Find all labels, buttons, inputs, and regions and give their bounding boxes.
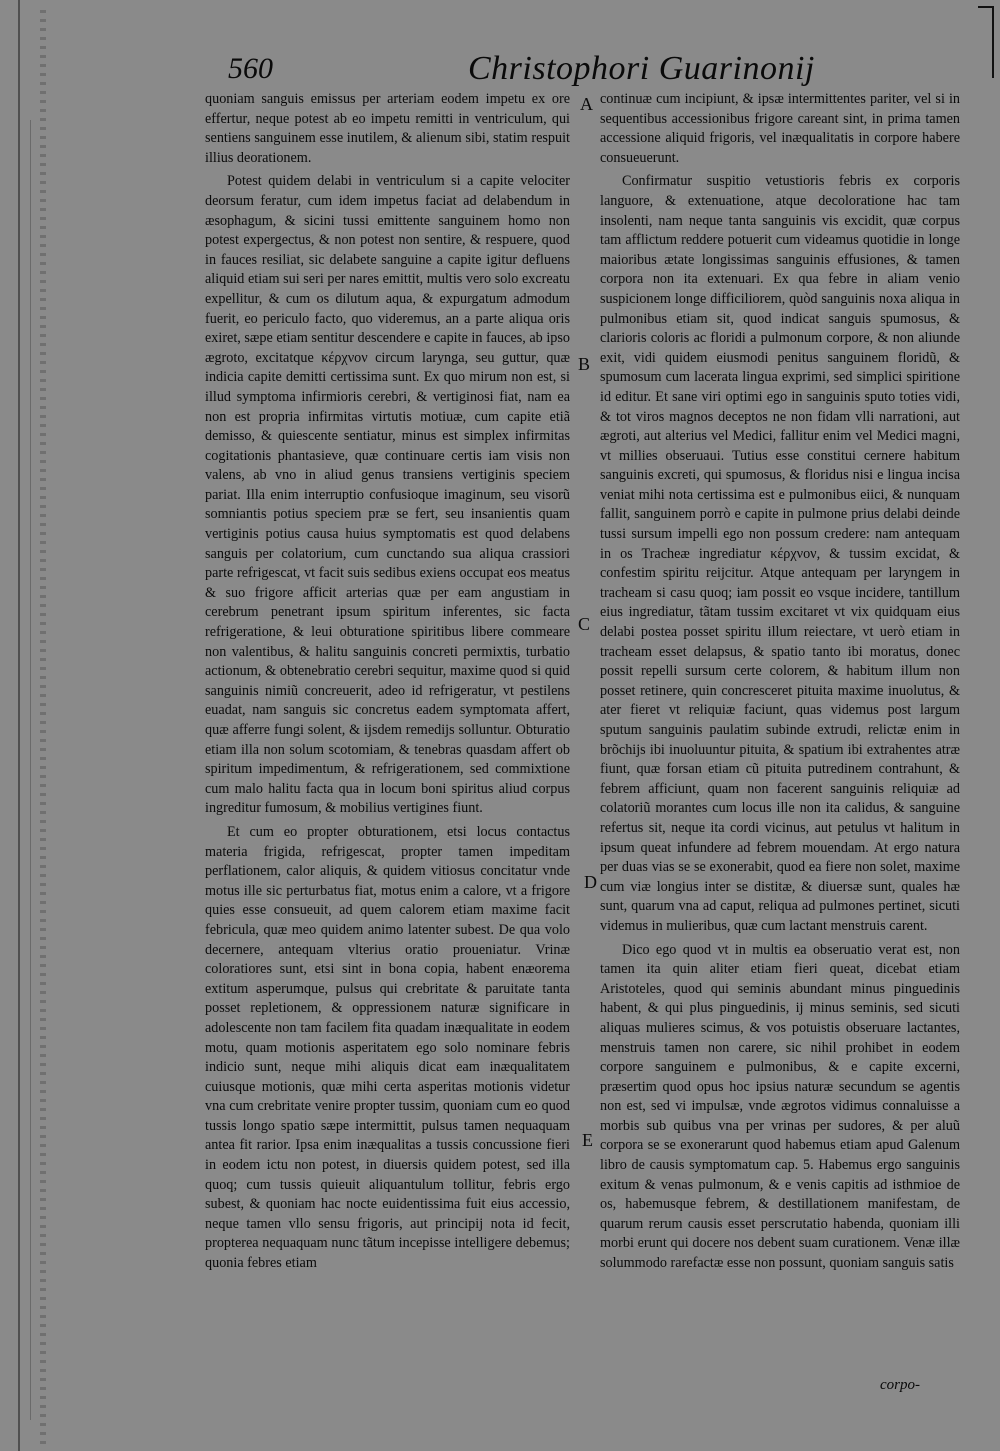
margin-letter-a: A <box>580 94 593 114</box>
margin-letter-b: B <box>578 354 591 374</box>
binding-edge <box>40 10 46 1450</box>
margin-letter-c: C <box>578 614 591 634</box>
paragraph: continuæ cum incipiunt, & ipsæ intermittentes pariter, vel si in sequentibus accessionibus frigore careant sint, in prima tamen accessione aliquid frigoris, vel inæqualitatis in corpore habere consueuerunt. <box>600 91 960 166</box>
gutter-shadow-inner <box>30 120 31 1420</box>
paragraph: quoniam sanguis emissus per arteriam eodem impetu ex ore effertur, neque potest ab eo impetu remitti in ventriculum, qui sentiens sanguinem esse inutilem, & alienum sibi, statim respuit illius deorationem. <box>205 91 570 166</box>
paragraph: Potest quidem delabi in ventriculum si a capite velociter deorsum feratur, cum idem impetus faciat ad delabendum in æsophagum, & sicini tussi emittente sanguinem homo non potest expergectus, & non potest non sentire, & respuere, quod in fauces resiliat, sic delabete sanguine a capite igitur defluens aliquid etiam sui seri per nares emittit, multis vero solo excreatu expellitur, & cum os dilutum aqua, & expurgatum admodum fuerit, eo periculo facto, quo videremus, an a parte aliqua oris exiret, sæpe etiam sentitur descendere e capite in fauces, ab ipso ægroto, excitatque κέρχνον circum larynga, seu guttur, quæ indicia capite demitti certissima sunt. Ex quo mirum non est, si illud symptoma infirmioris cerebri, & vertiginosi fiat, nam ea non est propria infirmitas virtutis motiuæ, cum capite etiã demisso, & quiescente sentiatur, minus est simplex infirmitas cogitationis phantasieve, quæ continuare certis iam visis non valens, ab vno in aliud genus transiens vertiginis speciem pariat. Illa enim interruptio confusioque imaginum, seu visorũ somniantis potius speciem præ se fert, seu insanientis quam vertiginis potius causa huius symptomatis est quod delabens sanguis per colatorium, cum cunctando sua aliqua crassiori parte refrigescat, vt facit suis sedibus exiens occupat eos meatus & suo frigore afficit arterias quæ per eam angustiam in cerebrum penetrant ipsum spiritum inferentes, sic facta refrigeratione, & leui obturatione spiritibus libere commeare non valentibus, & halitu sanguinis concreti permixtis, turbatio actionum, & obtenebratio cerebri sequitur, maxime quod si quid sanguinis nimiũ concreuerit, adeo id refrigeratur, vt pestilens euadat, nam sanguis sic concretus eadem symptomata affert, quæ afferre fungi solent, & ijsdem remedijs solluntur. Obturatio etiam illa non solum scotomiam, & tenebras quasdam affert ob spiritum impedimentum, & refrigerationem, sed commixtione cum malo halitu facta qua in locum boni spiritus aliud corpus ingreditur fumosum, & mobilius vertigines fiunt. <box>205 173 570 817</box>
gutter-shadow <box>18 0 20 1451</box>
right-column <box>600 90 960 1278</box>
page-number: 560 <box>228 52 273 85</box>
paragraph: Et cum eo propter obturationem, etsi locus contactus materia frigida, refrigescat, propter tamen impeditam perflationem, calor aliquis, & quidem vitiosus concitatur vnde motus ille sic perturbatus fiat, motus enim a calore, vt a frigore quies esse consueuit, ad quem calorem etiam maxime facit febricula, quæ meo quidem animo latenter subest. De qua volo decernere, antequam vlterius oratio proueniatur. Vrinæ coloratiores sunt, etsi sint in bona copia, habent enæorema extitum asperumque, pulsus qui crebritate & paruitate tanta posset repletionem, & oppressionem naturæ significare in adolescente non tam facilem fita quadam inæqualitate in eodem motu, quam motionis asperitatem ego solo nominare febris indicio sunt, neque mihi aliquis dicat eam inæqualitatem cuiusque motionis, quæ mihi certa asperitas motionis videtur vna cum crebritate venire propter tussim, quoniam cum eo quod tussis longo spatio sæpe intermittit, pulsus tamen nequaquam antea fit rarior. Ipsa enim inæqualitas a tussis concussione fieri in eodem ictu non potest, in diuersis quidem potest, sed illa quoq; cum tussis quieuit aliquantulum tollitur, febris ergo subest, & quoniam hac nocte euidentissima fuit eius accessio, neque tamen vllo sensu frigoris, aut principij nota id fecit, propterea nequaquam nunc tãtum incepisse intelligere debemus; quonia febres etiam <box>205 823 570 1272</box>
paragraph: Confirmatur suspitio vetustioris febris ex corporis languore, & extenuatione, atque decoloratione hac tam insolenti, nam neque tanta sanguinis vis excidit, quæ corpus tam afflictum reddere potuerit cum videamus quotidie in longe maioribus ætate longissimas sanguinis effusiones, & tamen corpora non ita extenuari. Ex qua febre in aliam venio suspicionem longe difficiliorem, quòd sanguinis noxa aliqua in pulmonibus etiam sit, quod indicat sanguis spumosus, & clarioris coloris ac floridi a pulmonum corpore, & non aliunde exit, vidi quidem eiusmodi penitus sanguinem floridũ, & spumosum cum lacerata lingua exprimi, sed simplici spiritione id editur. Et sane viri optimi ego in sanguinis sputo toties vidi, & tot viros magnos deceptos ne non fidam vlli narrationi, aut ægroti, aut alterius vel Medici, fallitur enim vel Medici magni, vt millies obseruaui. Tutius esse constitui cernere habitum sanguinis excreti, qui spumosus, & floridus nisi e lingua incisa veniat mihi nota certissima est e pulmonibus eiici, & nunquam fallit, sanguinem porrò e capite in pulmone prius delabi deinde tussi sursum impelli ego non possum credere: nam antequam in os Tracheæ ingrediatur κέρχνον, & tussim excidat, & confestim spiritu reijcitur. Atque antequam per laryngem in tracheam si casu quoq; iam possit eo vsque incidere, tantillum eius ingrediatur, tãtam tussim excitaret vt vix quidquam eius delabi postea posset spiritu illum reiectare, vt uerò etiam in tracheam esset delapsus, & spatio tanto ibi moratus, donec possit repelli sursum certe colorem, & habitum illum non posset retinere, quin concresceret pituita maxime inuolutus, & ater fieret vt reliquiæ faciunt, quas videmus post largum sputum sanguinis paulatim subinde extrudi, relictæ enim in brõchijs ibi inuoluuntur pituita, & spatium ibi extrahentes atræ fiunt, quæ forsan etiam cũ pituita putredinem contrahunt, & febrem afficiunt, quam non facerent sanguinis reliquiæ ad colatoriũ morantes cum locus ille non ita calidus, & sanguine refertus sit, neque ita cordi vicinus, aut petulus vt halitum in ipsum queat infundere ad febrem mouendam. At ergo natura per duas vias se se exonerabit, quod ea fiere non solet, maxime cum viæ longius inter se distitæ, & diuersæ sunt, quales hæ sunt, quarum vna ad caput, reliqua ad pulmones pertinet, sicuti videmus in mulieribus, quæ cum lactant menstruis carent. <box>600 173 960 934</box>
paragraph: Dico ego quod vt in multis ea obseruatio verat est, non tamen ita quin aliter etiam fieri queat, dicebat etiam Aristoteles, quod qui seminis abundant minus pinguedinis habent, & qui plus pinguedinis, ij minus seminis, sed sicuti aliquas mulieres scimus, & vos potuistis obseruare lactantes, menstruis tamen non carere, sic nihil prohibet in eodem corpore sanguinem e pulmonibus, & e capite excerni, præsertim quod opus hoc ipsius naturæ secundum se agentis non est, sed vi impulsæ, vnde ægrotos vidimus connaluisse a morbis sub quibus vna per vrinas per sudores, & per aluũ corpora se se exonerarunt quod habemus etiam apud Galenum libro de causis symptomatum cap. 5. Habemus ergo sanguinis exitum & venas pulmonum, & e venis capitis ad isthmioe de os, habemusque febrem, & destillationem manifestam, de quarum rerum causis esset perscrutatio habenda, quoniam illi morbi erunt qui docere nos debent suam curationem. Venæ illæ solummodo rarefactæ esse non possunt, quoniam sanguis satis <box>600 941 960 1272</box>
running-head: Christophori Guarinonij <box>468 50 815 87</box>
left-column <box>205 90 570 1278</box>
margin-letter-d: D <box>584 872 597 892</box>
page-corner-mark <box>978 6 994 78</box>
margin-letter-e: E <box>582 1130 593 1150</box>
catchword: corpo- <box>880 1377 920 1393</box>
